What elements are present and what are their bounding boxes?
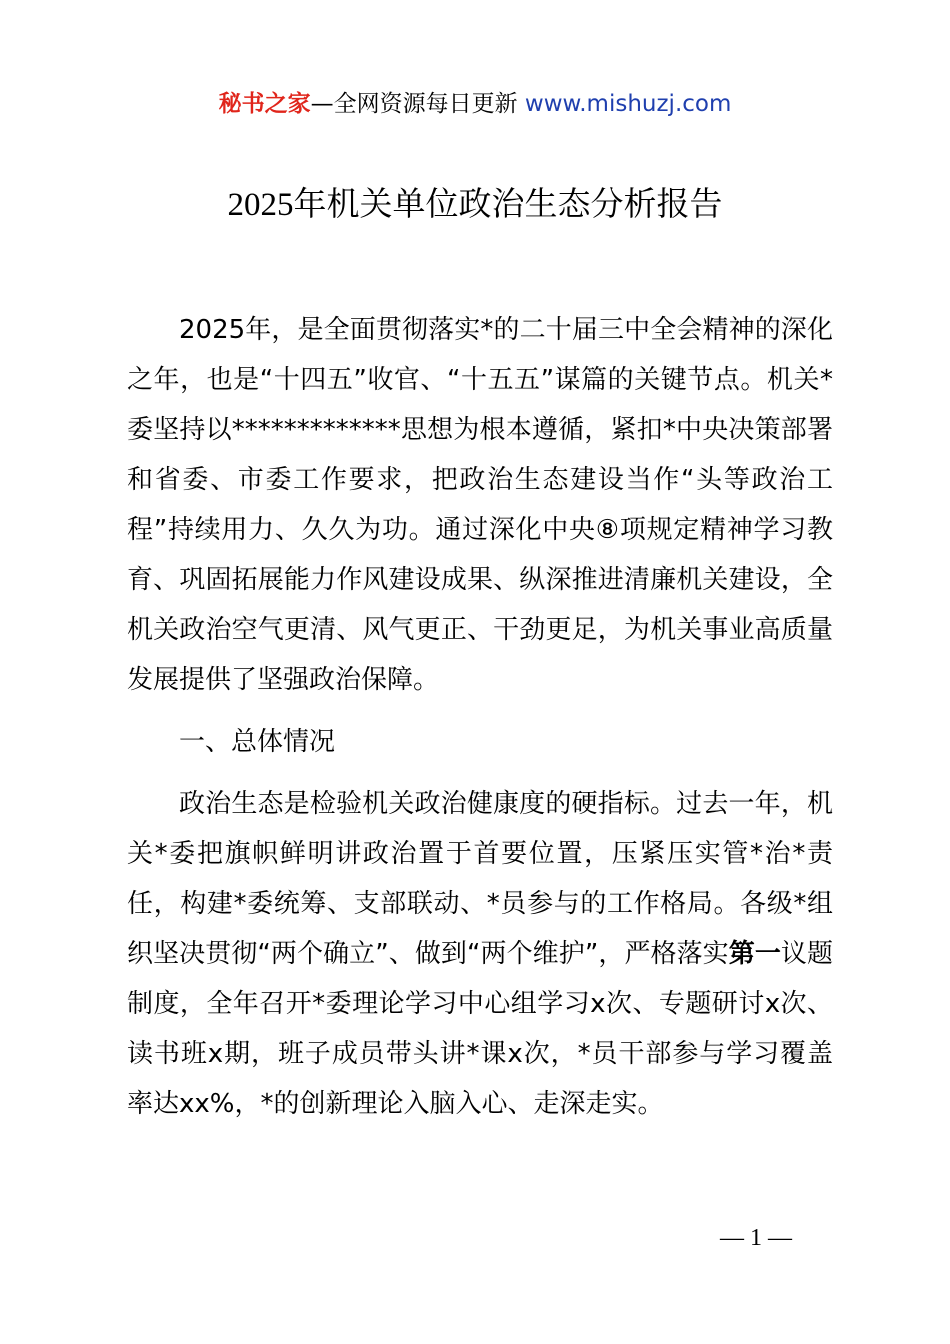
paragraph-overall-text-b: 议题制度，全年召开*委理论学习中心组学习x次、专题研讨x次、读书班x期，班子成员带头讲*课x次，*员干部参与学习覆盖率达xx%，*的创新理论入脑入心、走深走实。 [127, 939, 833, 1119]
site-tagline: —全网资源每日更新 [310, 91, 525, 117]
section-heading-overall: 一、总体情况 [179, 727, 336, 757]
paragraph-intro: 2025年，是全面贯彻落实*的二十届三中全会精神的深化之年，也是“十四五”收官、“十五五”谋篇的关键节点。机关*委坚持以*************思想为根本遵循，紧扣*中央决策部署和省委、市委工作要求，把政治生态建设当作“头等政治工程”持续用力、久久为功。通过深化中央⑧项规定精神学习教育、巩固拓展能力作风建设成果、纵深推进清廉机关建设，全机关政治空气更清、风气更正、干劲更足，为机关事业高质量发展提供了坚强政治保障。 [127, 315, 833, 695]
document-title [0, 182, 950, 227]
site-url-link[interactable]: www.mishuzj.com [524, 91, 732, 117]
paragraph-overall [127, 779, 833, 1129]
site-brand: 秘书之家 [218, 91, 311, 117]
paragraph-overall-text-a: 政治生态是检验机关政治健康度的硬指标。过去一年，机关*委把旗帜鲜明讲政治置于首要位置，压紧压实管*治*责任，构建*委统筹、支部联动、*员参与的工作格局。各级*组织坚决贯彻“两个确立”、做到“两个维护”，严格落实 [127, 789, 833, 969]
paragraph-overall-bold: 第一 [728, 939, 781, 969]
site-header [0, 88, 950, 120]
title-year: 2025 [227, 187, 294, 223]
page-number: — 1 — [720, 1225, 792, 1251]
title-text: 年机关单位政治生态分析报告 [293, 184, 723, 223]
